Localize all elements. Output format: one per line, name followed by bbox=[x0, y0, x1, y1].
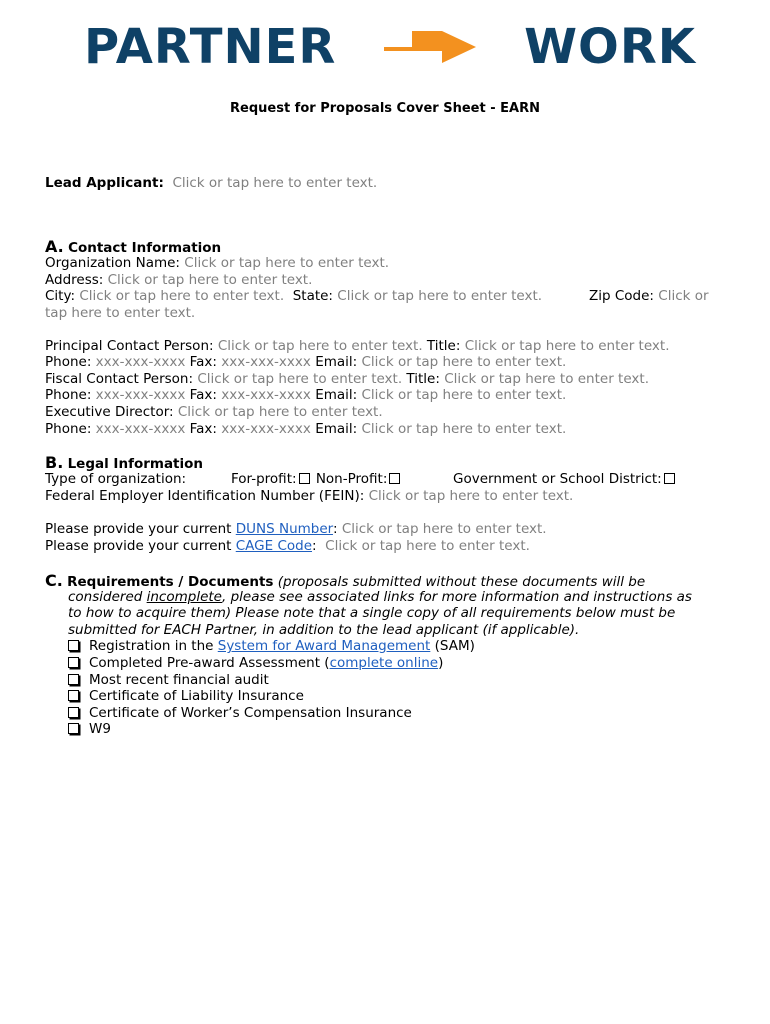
complete-online-link[interactable]: complete online bbox=[329, 655, 439, 671]
intro-incomplete: incomplete bbox=[146, 589, 222, 605]
principal-contact-label: Principal Contact Person: bbox=[45, 338, 214, 354]
city-label: City: bbox=[45, 288, 76, 304]
liability-checkbox[interactable] bbox=[68, 690, 79, 701]
intro-considered: considered bbox=[68, 589, 143, 605]
req-w9 bbox=[68, 721, 111, 738]
fax-label: Fax: bbox=[189, 354, 217, 370]
cage-row: Please provide your current CAGE Code: Click or tap here to enter text. bbox=[45, 538, 530, 554]
fiscal-email-field[interactable]: Click or tap here to enter text. bbox=[361, 387, 567, 403]
zip-field[interactable]: Click or bbox=[658, 288, 709, 304]
exec-director-row bbox=[45, 404, 383, 421]
lead-applicant-label: Lead Applicant: bbox=[45, 175, 164, 191]
principal-phone-row bbox=[45, 354, 566, 371]
principal-title-field[interactable]: Click or tap here to enter text. bbox=[464, 338, 670, 354]
principal-title-label: Title: bbox=[426, 338, 461, 354]
exec-director-field[interactable]: Click or tap here to enter text. bbox=[177, 404, 383, 420]
workers-comp-label: Certificate of Worker’s Compensation Insurance bbox=[89, 705, 412, 721]
req-liability bbox=[68, 688, 304, 705]
fax-label: Fax: bbox=[189, 387, 217, 403]
audit-label: Most recent financial audit bbox=[89, 672, 269, 688]
fiscal-contact-label: Fiscal Contact Person: bbox=[45, 371, 194, 387]
phone-label: Phone: bbox=[45, 421, 92, 437]
liability-label: Certificate of Liability Insurance bbox=[89, 688, 304, 704]
address-row bbox=[45, 272, 312, 289]
address-field[interactable]: Click or tap here to enter text. bbox=[107, 272, 313, 288]
email-label: Email: bbox=[315, 421, 358, 437]
sam-checkbox[interactable] bbox=[68, 640, 79, 651]
exec-fax-field[interactable]: xxx-xxx-xxxx bbox=[221, 421, 311, 437]
req-preaward bbox=[68, 655, 443, 672]
zip-field-continued[interactable]: tap here to enter text. bbox=[45, 305, 196, 321]
principal-email-field[interactable]: Click or tap here to enter text. bbox=[361, 354, 567, 370]
logo-arrow-icon bbox=[382, 25, 478, 69]
exec-phone-field[interactable]: xxx-xxx-xxxx bbox=[95, 421, 186, 437]
section-b-letter: B. bbox=[45, 453, 64, 472]
government-label: Government or School District: bbox=[453, 471, 662, 487]
intro-rest: , please see associated links for more information and instructions as bbox=[222, 589, 692, 605]
lead-applicant-field[interactable]: Click or tap here to enter text. bbox=[172, 175, 378, 191]
logo-left-word: PARTNER bbox=[84, 19, 337, 75]
zip-label: Zip Code: bbox=[589, 288, 654, 304]
sam-suffix: (SAM) bbox=[434, 638, 475, 654]
government-option bbox=[453, 471, 677, 488]
principal-fax-field[interactable]: xxx-xxx-xxxx bbox=[221, 354, 311, 370]
principal-contact-field[interactable]: Click or tap here to enter text. bbox=[217, 338, 423, 354]
partner4work-logo bbox=[84, 19, 696, 75]
section-c-intro-4: submitted for EACH Partner, in addition to the lead applicant (if applicable). bbox=[68, 622, 580, 638]
nonprofit-checkbox[interactable] bbox=[389, 473, 400, 484]
section-c-intro-1: (proposals submitted without these documents will be bbox=[277, 574, 646, 590]
exec-director-label: Executive Director: bbox=[45, 404, 174, 420]
logo-right-word: WORK bbox=[524, 19, 696, 75]
state-label: State: bbox=[292, 288, 333, 304]
org-type-label: Type of organization: bbox=[45, 471, 187, 487]
preaward-suffix: ) bbox=[438, 655, 444, 671]
phone-label: Phone: bbox=[45, 354, 92, 370]
section-b-title: Legal Information bbox=[67, 456, 204, 472]
fein-label: Federal Employer Identification Number (FEIN): bbox=[45, 488, 365, 504]
city-field[interactable]: Click or tap here to enter text. bbox=[79, 288, 285, 304]
req-sam bbox=[68, 638, 475, 655]
preaward-checkbox[interactable] bbox=[68, 657, 79, 668]
principal-contact-row bbox=[45, 338, 669, 355]
fiscal-fax-field[interactable]: xxx-xxx-xxxx bbox=[221, 387, 311, 403]
phone-label: Phone: bbox=[45, 387, 92, 403]
section-c-intro-3: to how to acquire them) Please note that a single copy of all requirements below must be bbox=[68, 605, 676, 621]
duns-row: Please provide your current DUNS Number: Click or tap here to enter text. bbox=[45, 521, 547, 537]
fiscal-contact-row bbox=[45, 371, 649, 388]
nonprofit-label: Non-Profit: bbox=[315, 471, 388, 487]
zip-row bbox=[589, 288, 709, 305]
section-c-letter: C. bbox=[45, 571, 63, 590]
sam-label: Registration in the bbox=[89, 638, 214, 654]
duns-number-link[interactable]: DUNS Number bbox=[235, 521, 333, 537]
req-workers-comp bbox=[68, 705, 412, 722]
cage-label: Please provide your current bbox=[45, 538, 232, 554]
exec-phone-row bbox=[45, 421, 566, 438]
fein-row bbox=[45, 488, 573, 505]
req-audit bbox=[68, 672, 269, 689]
audit-checkbox[interactable] bbox=[68, 674, 79, 685]
fiscal-contact-field[interactable]: Click or tap here to enter text. bbox=[197, 371, 403, 387]
fiscal-phone-field[interactable]: xxx-xxx-xxxx bbox=[95, 387, 186, 403]
fiscal-title-field[interactable]: Click or tap here to enter text. bbox=[444, 371, 649, 387]
sam-link[interactable]: System for Award Management bbox=[217, 638, 431, 654]
section-a-letter: A. bbox=[45, 237, 64, 256]
duns-field[interactable]: Click or tap here to enter text. bbox=[341, 521, 547, 537]
address-label: Address: bbox=[45, 272, 104, 288]
state-field[interactable]: Click or tap here to enter text. bbox=[337, 288, 543, 304]
fiscal-title-label: Title: bbox=[406, 371, 440, 387]
org-name-label: Organization Name: bbox=[45, 255, 180, 271]
principal-phone-field[interactable]: xxx-xxx-xxxx bbox=[95, 354, 186, 370]
org-name-field[interactable]: Click or tap here to enter text. bbox=[184, 255, 390, 271]
forprofit-option bbox=[231, 471, 402, 488]
cage-code-link[interactable]: CAGE Code bbox=[235, 538, 313, 554]
forprofit-checkbox[interactable] bbox=[299, 473, 310, 484]
exec-email-field[interactable]: Click or tap here to enter text. bbox=[361, 421, 567, 437]
fiscal-phone-row bbox=[45, 387, 566, 404]
section-c-intro-2 bbox=[68, 589, 692, 606]
fax-label: Fax: bbox=[189, 421, 217, 437]
section-a-title: Contact Information bbox=[68, 240, 222, 256]
city-row bbox=[45, 288, 542, 305]
cage-field[interactable]: Click or tap here to enter text. bbox=[325, 538, 530, 554]
email-label: Email: bbox=[315, 387, 358, 403]
section-c-title: Requirements / Documents bbox=[67, 574, 274, 590]
lead-applicant-row bbox=[45, 175, 377, 192]
w9-label: W9 bbox=[89, 721, 111, 737]
email-label: Email: bbox=[315, 354, 358, 370]
preaward-label: Completed Pre-award Assessment ( bbox=[89, 655, 330, 671]
forprofit-label: For-profit: bbox=[231, 471, 297, 487]
page-title: Request for Proposals Cover Sheet - EARN bbox=[230, 101, 540, 116]
duns-label: Please provide your current bbox=[45, 521, 232, 537]
w9-checkbox[interactable] bbox=[68, 723, 79, 734]
fein-field[interactable]: Click or tap here to enter text. bbox=[368, 488, 574, 504]
government-checkbox[interactable] bbox=[664, 473, 675, 484]
org-name-row bbox=[45, 255, 389, 272]
workers-comp-checkbox[interactable] bbox=[68, 707, 79, 718]
